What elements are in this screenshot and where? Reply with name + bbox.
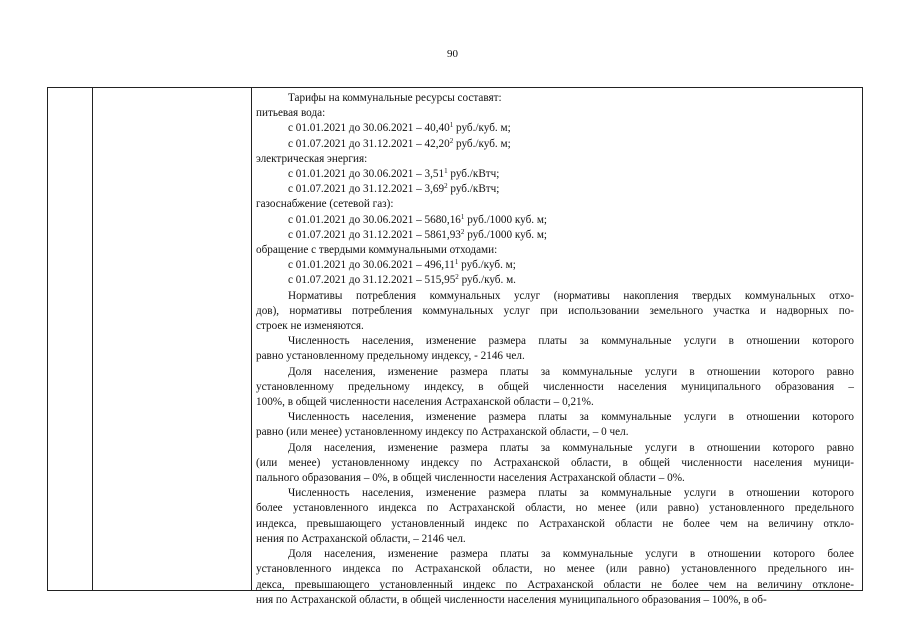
paragraph-line: Доля населения, изменение размера платы за коммунальные услуги в отношении которого равно xyxy=(288,365,854,378)
paragraph-line: установленному предельному индексу, в общей численности населения муниципального образования – xyxy=(256,380,854,393)
paragraph-line: Доля населения, изменение размера платы за коммунальные услуги в отношении которого равно xyxy=(288,441,854,454)
tariff-line xyxy=(256,258,854,273)
table-border-top xyxy=(47,87,862,88)
footnote-marker: 2 xyxy=(455,273,459,282)
footnote-marker: 1 xyxy=(449,121,454,130)
table-column-divider-1 xyxy=(92,87,93,591)
tariff-line xyxy=(256,273,854,288)
footnote-marker: 2 xyxy=(444,182,448,191)
tariff-unit: руб./1000 куб. м; xyxy=(464,228,548,241)
tariff-period-value: с 01.01.2021 до 30.06.2021 – 496,11 xyxy=(288,259,455,272)
tariff-period-value: с 01.07.2021 до 31.12.2021 – 42,20 xyxy=(288,137,450,150)
tariff-unit: руб./куб. м; xyxy=(458,259,516,272)
paragraph-line: установленного индекса по Астраханской области, но менее (или равно) установленного предельного ин- xyxy=(256,563,854,576)
tariff-line xyxy=(256,137,854,152)
tariff-period-value: с 01.01.2021 до 30.06.2021 – 3,51 xyxy=(288,168,445,181)
tariff-group-name: обращение с твердыми коммунальными отходами: xyxy=(256,244,498,257)
page-number: 90 xyxy=(447,48,458,60)
tariff-unit: руб./куб. м; xyxy=(453,122,511,135)
table-column-divider-2 xyxy=(251,87,252,591)
tariff-group-name: электрическая энергия: xyxy=(256,152,368,165)
paragraph-line: Нормативы потребления коммунальных услуг (нормативы накопления твердых коммунальных отхо- xyxy=(288,289,854,302)
table-border-left xyxy=(47,87,48,591)
footnote-marker: 1 xyxy=(444,167,448,176)
tariff-line xyxy=(256,167,854,182)
tariff-unit: руб./куб. м; xyxy=(453,137,511,150)
tariff-period-value: с 01.01.2021 до 30.06.2021 – 40,40 xyxy=(288,122,450,135)
paragraph-line: равно установленному предельному индексу, - 2146 чел. xyxy=(256,350,525,363)
tariff-line xyxy=(256,121,854,136)
text-cell xyxy=(256,91,854,608)
tariff-unit: руб./1000 куб. м; xyxy=(464,213,548,226)
paragraph-line: строек не изменяются. xyxy=(256,320,364,333)
table-border-right xyxy=(862,87,863,591)
tariff-period-value: с 01.07.2021 до 31.12.2021 – 515,95 xyxy=(288,274,456,287)
footnote-marker: 1 xyxy=(454,258,459,267)
tariff-period-value: с 01.07.2021 до 31.12.2021 – 3,69 xyxy=(288,183,445,196)
tariff-group-name: питьевая вода: xyxy=(256,107,326,120)
footnote-marker: 2 xyxy=(460,227,465,236)
paragraph-line: дов), нормативы потребления коммунальных услуг при использовании земельного участка и надворных по- xyxy=(256,304,854,317)
paragraph-line: пального образования – 0%, в общей численности населения Астраханской области – 0%. xyxy=(256,472,685,485)
tariff-line xyxy=(256,213,854,228)
paragraph-line: (или менее) установленному индексу по Астраханской области, в общей численности населения муници- xyxy=(256,456,854,469)
paragraph-line: ния по Астраханской области, в общей численности населения муниципального образования – 100%, в об- xyxy=(256,593,767,606)
footnote-marker: 2 xyxy=(449,136,454,145)
paragraph-line: Численность населения, изменение размера платы за коммунальные услуги в отношении которого xyxy=(288,411,854,424)
paragraph-line: равно (или менее) установленному индексу по Астраханской области, – 0 чел. xyxy=(256,426,629,439)
tariff-group-name: газоснабжение (сетевой газ): xyxy=(256,198,394,211)
tariff-unit: руб./куб. м. xyxy=(458,274,516,287)
paragraph-line: Численность населения, изменение размера платы за коммунальные услуги в отношении которого xyxy=(288,487,854,500)
paragraph-line: 100%, в общей численности населения Астраханской области – 0,21%. xyxy=(256,396,594,409)
tariff-line xyxy=(256,228,854,243)
tariff-period-value: с 01.07.2021 до 31.12.2021 – 5861,93 xyxy=(288,228,461,241)
paragraph-line: декса, превышающего установленный индекс по Астраханской области не более чем на величину отклоне- xyxy=(256,578,854,591)
tariff-line xyxy=(256,182,854,197)
tariff-period-value: с 01.01.2021 до 30.06.2021 – 5680,16 xyxy=(288,213,461,226)
paragraph-line: Численность населения, изменение размера платы за коммунальные услуги в отношении которого xyxy=(288,335,854,348)
paragraph-line: более установленного индекса по Астраханской области, но менее (или равно) установленного предельного xyxy=(256,502,854,515)
tariffs-intro: Тарифы на коммунальные ресурсы составят: xyxy=(288,92,502,104)
paragraph-line: индекса, превышающего установленный индекс по Астраханской области не более чем на величину откло- xyxy=(256,517,854,530)
footnote-marker: 1 xyxy=(460,212,465,221)
paragraph-line: Доля населения, изменение размера платы за коммунальные услуги в отношении которого более xyxy=(288,548,854,561)
tariff-unit: руб./кВтч; xyxy=(447,168,500,181)
tariff-unit: руб./кВтч; xyxy=(447,183,500,196)
paragraph-line: нения по Астраханской области, – 2146 чел. xyxy=(256,532,466,545)
